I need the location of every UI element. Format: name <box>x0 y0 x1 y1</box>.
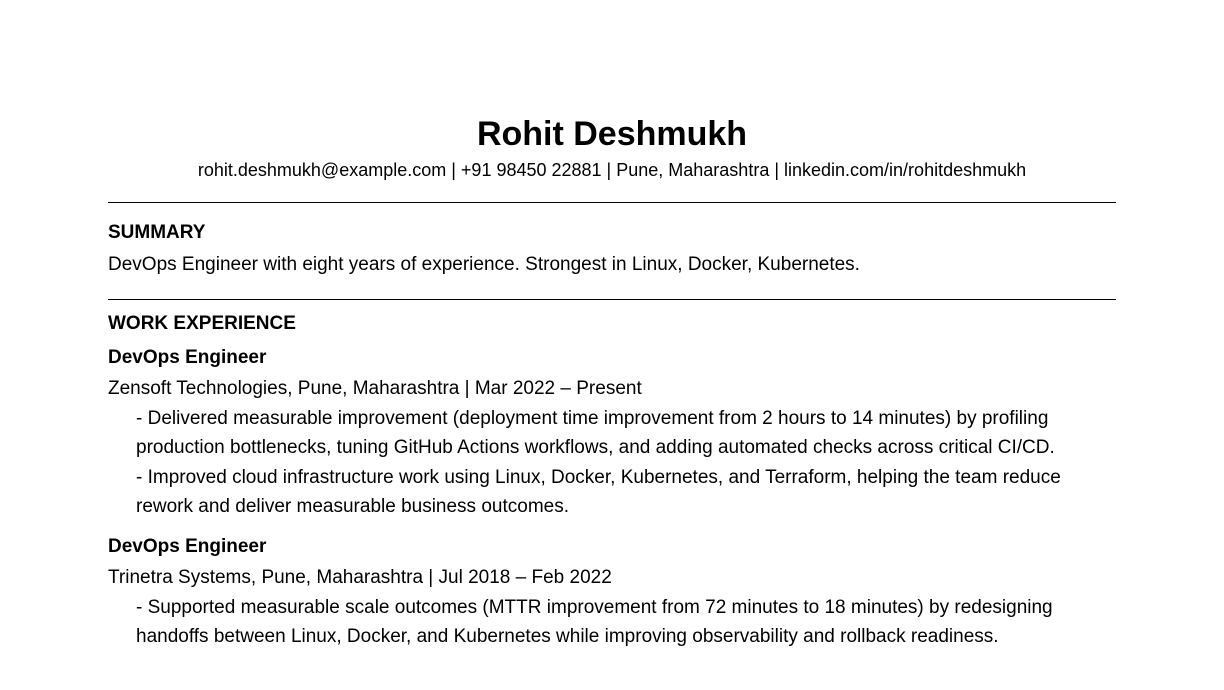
job-title: DevOps Engineer <box>108 347 267 368</box>
job-bullet: - Delivered measurable improvement (deployment time improvement from 2 hours to 14 minutes) by profiling production bottlenecks, tuning GitHub Actions workflows, and adding automated checks across critical CI/CD. <box>136 408 1055 458</box>
job-title: DevOps Engineer <box>108 536 267 557</box>
job-company-dates: Zensoft Technologies, Pune, Maharashtra | Mar 2022 – Present <box>108 378 642 399</box>
work-experience-heading: WORK EXPERIENCE <box>108 313 296 334</box>
job-bullets <box>108 593 1116 651</box>
job-bullet: - Improved cloud infrastructure work using Linux, Docker, Kubernetes, and Terraform, helping the team reduce rework and deliver measurable business outcomes. <box>136 467 1061 517</box>
job-bullet: - Supported measurable scale outcomes (MTTR improvement from 72 minutes to 18 minutes) by redesigning handoffs between Linux, Docker, and Kubernetes while improving observability and rollback readiness. <box>136 597 1053 647</box>
summary-heading: SUMMARY <box>108 222 206 243</box>
job-bullets <box>108 404 1116 521</box>
section-divider <box>108 299 1116 300</box>
contact-line: rohit.deshmukh@example.com | +91 98450 22881 | Pune, Maharashtra | linkedin.com/in/rohitdeshmukh <box>197 160 1027 180</box>
section-divider <box>108 202 1116 203</box>
summary-text: DevOps Engineer with eight years of experience. Strongest in Linux, Docker, Kubernetes. <box>108 254 860 275</box>
candidate-name: Rohit Deshmukh <box>476 115 748 153</box>
job-company-dates: Trinetra Systems, Pune, Maharashtra | Jul 2018 – Feb 2022 <box>108 567 612 588</box>
job-entry <box>108 346 1116 521</box>
job-entry <box>108 535 1116 651</box>
